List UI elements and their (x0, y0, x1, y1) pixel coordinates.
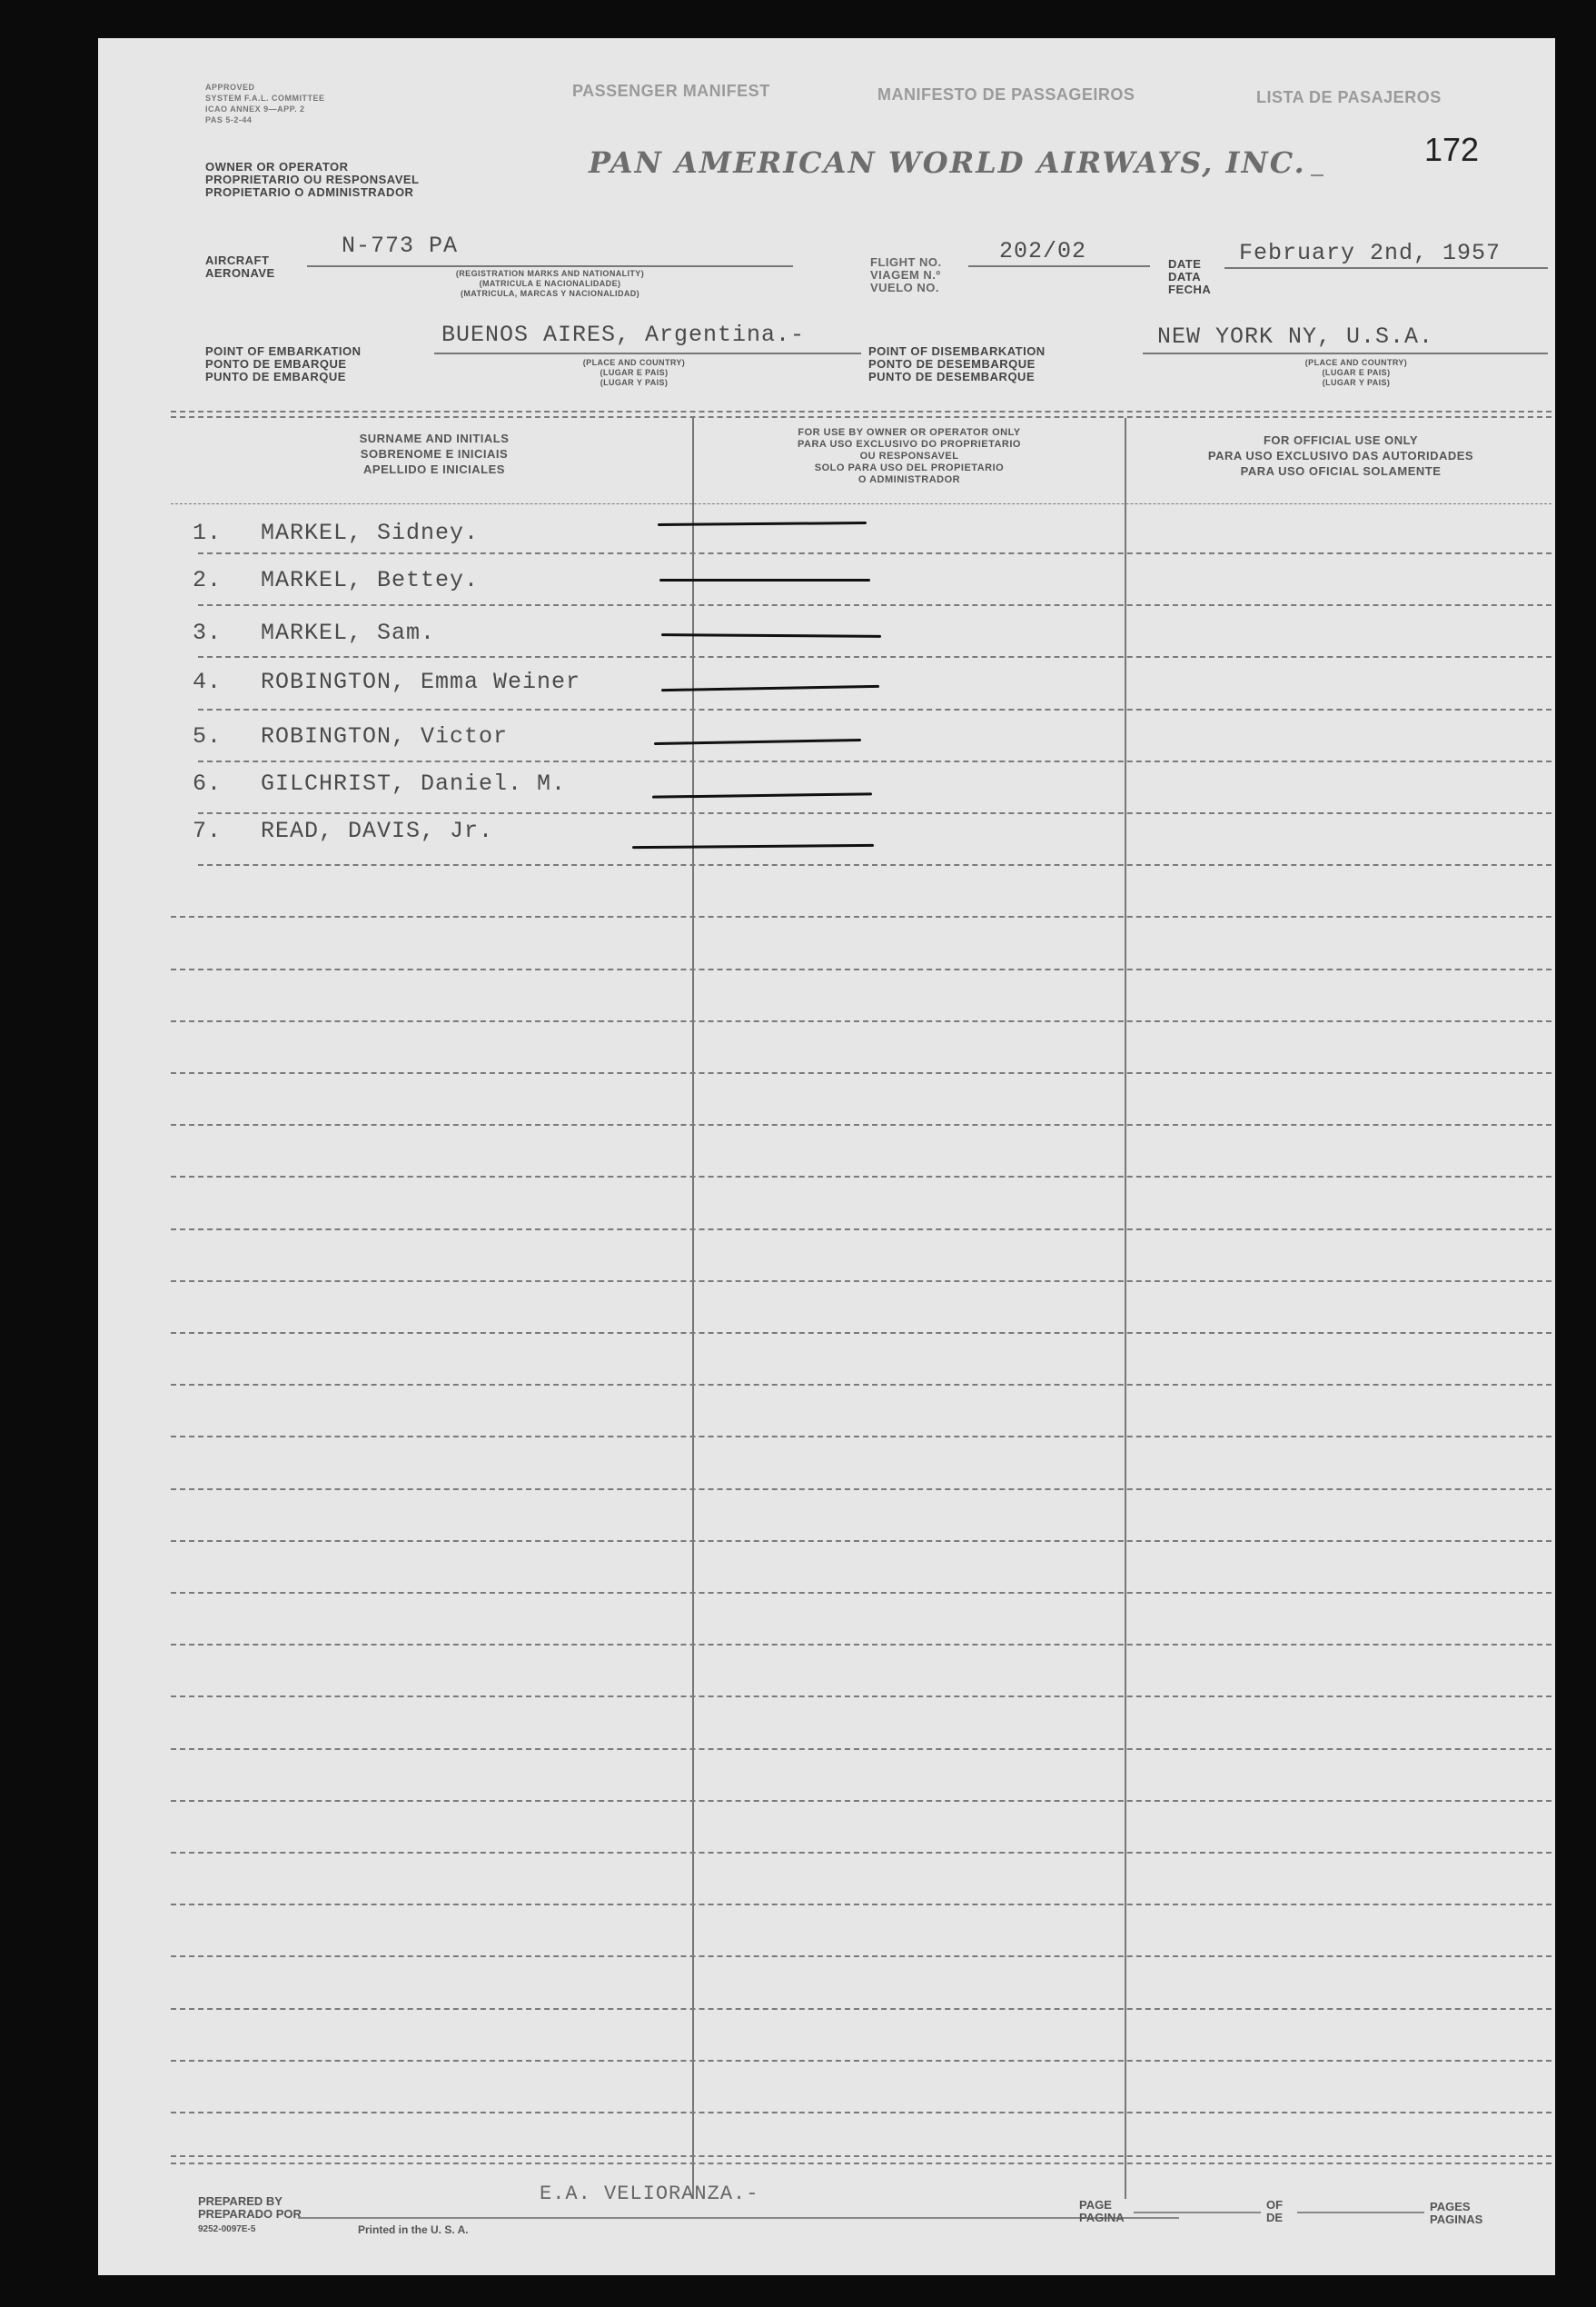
disembarkation-sublabel: (PLACE AND COUNTRY) (1304, 358, 1408, 367)
passenger-number: 1. (193, 520, 223, 546)
aircraft-sublabel: (MATRICULA E NACIONALIDADE) (479, 279, 621, 288)
row-rule (171, 1228, 1551, 1230)
pages-labels (1430, 2201, 1482, 2226)
row-rule (171, 1280, 1551, 1282)
list-item (193, 818, 701, 854)
table-top-rule (171, 411, 1551, 413)
disembarkation-line (1143, 353, 1548, 354)
row-rule (171, 916, 1551, 918)
date-line (1224, 267, 1548, 269)
column-header-line: PARA USO EXCLUSIVO DAS AUTORIDADES (1207, 449, 1474, 462)
prepared-value: E.A. VELIORANZA.- (540, 2183, 759, 2205)
check-mark (658, 522, 867, 526)
aircraft-labels (205, 254, 275, 280)
owner-label: PROPRIETARIO OU RESPONSAVEL (205, 173, 420, 186)
page-label: PAGINA (1079, 2211, 1125, 2224)
manifest-sheet (98, 38, 1555, 2275)
row-rule (198, 812, 1551, 814)
embarkation-sublabel: (LUGAR Y PAIS) (600, 378, 669, 387)
aircraft-sublabels (307, 269, 793, 299)
passenger-name: MARKEL, Bettey. (261, 567, 480, 593)
flight-labels (870, 256, 942, 294)
aircraft-sublabel: (MATRICULA, MARCAS Y NACIONALIDAD) (460, 289, 640, 298)
list-item (193, 669, 701, 705)
row-rule (171, 1124, 1551, 1126)
row-rule (198, 761, 1551, 762)
owner-line-end (1311, 174, 1323, 176)
embarkation-sublabel: (LUGAR E PAIS) (600, 368, 669, 377)
row-rule (171, 1540, 1551, 1542)
row-rule (171, 1436, 1551, 1437)
passenger-name: ROBINGTON, Victor (261, 723, 509, 750)
disembarkation-sublabel: (LUGAR Y PAIS) (1322, 378, 1391, 387)
row-rule (171, 2112, 1551, 2113)
date-label: FECHA (1168, 283, 1212, 296)
aircraft-sublabel: (REGISTRATION MARKS AND NATIONALITY) (455, 269, 645, 278)
disembarkation-label: PUNTO DE DESEMBARQUE (868, 370, 1036, 383)
table-bottom-rule (171, 2155, 1551, 2157)
page-line (1134, 2212, 1261, 2213)
disembarkation-label: PONTO DE DESEMBARQUE (868, 357, 1036, 371)
embarkation-labels (205, 345, 362, 383)
passenger-number: 5. (193, 723, 223, 750)
owner-labels (205, 161, 420, 199)
row-rule (198, 656, 1551, 658)
prepared-label: PREPARED BY (198, 2194, 283, 2208)
row-rule (171, 1904, 1551, 1905)
pages-label: PAGES (1430, 2200, 1471, 2213)
row-rule (198, 864, 1551, 866)
passenger-name: READ, DAVIS, Jr. (261, 818, 494, 844)
flight-line (968, 265, 1150, 267)
approval-line: ICAO ANNEX 9—APP. 2 (205, 104, 305, 114)
row-rule (171, 1800, 1551, 1802)
disembarkation-value: NEW YORK NY, U.S.A. (1157, 323, 1434, 350)
row-rule (171, 1695, 1551, 1697)
aircraft-value: N-773 PA (342, 233, 459, 259)
row-rule (171, 969, 1551, 970)
row-rule (171, 1488, 1551, 1490)
of-label: OF (1266, 2198, 1284, 2212)
passenger-number: 3. (193, 620, 223, 646)
disembarkation-labels (868, 345, 1046, 383)
date-label: DATA (1168, 270, 1202, 283)
embarkation-line (434, 353, 861, 354)
table-bottom-rule (171, 2163, 1551, 2164)
column-header-line: SOBRENOME E INICIAIS (360, 447, 509, 461)
flight-value: 202/02 (999, 238, 1087, 264)
row-rule (198, 709, 1551, 711)
embarkation-label: POINT OF EMBARKATION (205, 344, 362, 358)
approval-line: PAS 5-2-44 (205, 115, 253, 124)
date-labels (1168, 258, 1211, 296)
passenger-name: MARKEL, Sam. (261, 620, 436, 646)
embarkation-sublabels (498, 358, 770, 388)
list-item (193, 520, 701, 556)
owner-label: PROPIETARIO O ADMINISTRADOR (205, 185, 414, 199)
column-header-surname (180, 431, 689, 477)
column-header-line: OU RESPONSAVEL (859, 451, 959, 462)
row-rule (171, 1332, 1551, 1334)
flight-label: FLIGHT NO. (870, 255, 942, 269)
list-item (193, 723, 701, 760)
column-header-official-use (1130, 433, 1551, 479)
page-label: PAGE (1079, 2198, 1112, 2212)
embarkation-label: PUNTO DE EMBARQUE (205, 370, 346, 383)
embarkation-sublabel: (PLACE AND COUNTRY) (582, 358, 686, 367)
form-number: 9252-0097E-5 (198, 2224, 256, 2234)
column-header-owner-use (698, 427, 1121, 486)
disembarkation-sublabels (1247, 358, 1465, 388)
printed-note: Printed in the U. S. A. (358, 2223, 469, 2236)
column-header-line: SOLO PARA USO DEL PROPIETARIO (814, 462, 1005, 473)
passenger-number: 6. (193, 771, 223, 797)
aircraft-line (307, 265, 793, 267)
approval-line: SYSTEM F.A.L. COMMITTEE (205, 94, 325, 103)
prepared-labels (198, 2195, 302, 2236)
row-rule (171, 1020, 1551, 1022)
header-bottom-rule (171, 503, 1551, 504)
approval-block (205, 82, 325, 125)
owner-label: OWNER OR OPERATOR (205, 160, 349, 174)
title-english: PASSENGER MANIFEST (572, 82, 770, 100)
passenger-name: MARKEL, Sidney. (261, 520, 480, 546)
owner-name: PAN AMERICAN WORLD AIRWAYS, INC. (589, 145, 1306, 180)
aircraft-label: AERONAVE (205, 266, 275, 280)
row-rule (171, 1748, 1551, 1750)
table-top-rule (171, 416, 1551, 418)
disembarkation-sublabel: (LUGAR E PAIS) (1322, 368, 1391, 377)
row-rule (171, 1852, 1551, 1854)
passenger-name: GILCHRIST, Daniel. M. (261, 771, 567, 797)
row-rule (171, 2060, 1551, 2062)
title-portuguese: MANIFESTO DE PASSAGEIROS (877, 85, 1135, 104)
page-labels (1079, 2199, 1125, 2224)
passenger-number: 2. (193, 567, 223, 593)
row-rule (171, 1384, 1551, 1386)
column-header-line: PARA USO EXCLUSIVO DO PROPRIETARIO (798, 439, 1021, 450)
column-header-line: SURNAME AND INITIALS (359, 432, 510, 445)
embarkation-value: BUENOS AIRES, Argentina.- (441, 322, 806, 348)
of-label: DE (1266, 2211, 1284, 2224)
column-header-line: FOR USE BY OWNER OR OPERATOR ONLY (798, 427, 1021, 438)
flight-label: VUELO NO. (870, 281, 940, 294)
prepared-line (298, 2217, 1179, 2219)
row-rule (171, 1592, 1551, 1594)
list-item (193, 771, 701, 807)
row-rule (198, 604, 1551, 606)
prepared-label: PREPARADO POR (198, 2207, 302, 2221)
list-item (193, 620, 701, 656)
of-labels (1266, 2199, 1283, 2224)
passenger-name: ROBINGTON, Emma Weiner (261, 669, 581, 695)
disembarkation-label: POINT OF DISEMBARKATION (868, 344, 1046, 358)
check-mark (659, 579, 870, 582)
page-number: 172 (1424, 131, 1480, 168)
column-header-line: PARA USO OFICIAL SOLAMENTE (1240, 464, 1442, 478)
aircraft-label: AIRCRAFT (205, 254, 270, 267)
row-rule (171, 1176, 1551, 1178)
column-header-line: FOR OFFICIAL USE ONLY (1263, 433, 1419, 447)
column-header-line: O ADMINISTRADOR (857, 474, 961, 485)
row-rule (171, 2008, 1551, 2010)
of-line (1297, 2212, 1424, 2213)
column-header-line: APELLIDO E INICIALES (363, 462, 505, 476)
date-value: February 2nd, 1957 (1239, 240, 1502, 266)
row-rule (171, 1072, 1551, 1074)
passenger-number: 4. (193, 669, 223, 695)
title-spanish: LISTA DE PASAJEROS (1256, 88, 1442, 106)
date-label: DATE (1168, 257, 1202, 271)
flight-label: VIAGEM N.º (870, 268, 941, 282)
pages-label: PAGINAS (1430, 2213, 1483, 2226)
embarkation-label: PONTO DE EMBARQUE (205, 357, 347, 371)
row-rule (171, 1644, 1551, 1646)
row-rule (171, 1955, 1551, 1957)
approval-line: APPROVED (205, 83, 255, 92)
list-item (193, 567, 701, 603)
column-divider (1125, 418, 1126, 2199)
passenger-number: 7. (193, 818, 223, 844)
